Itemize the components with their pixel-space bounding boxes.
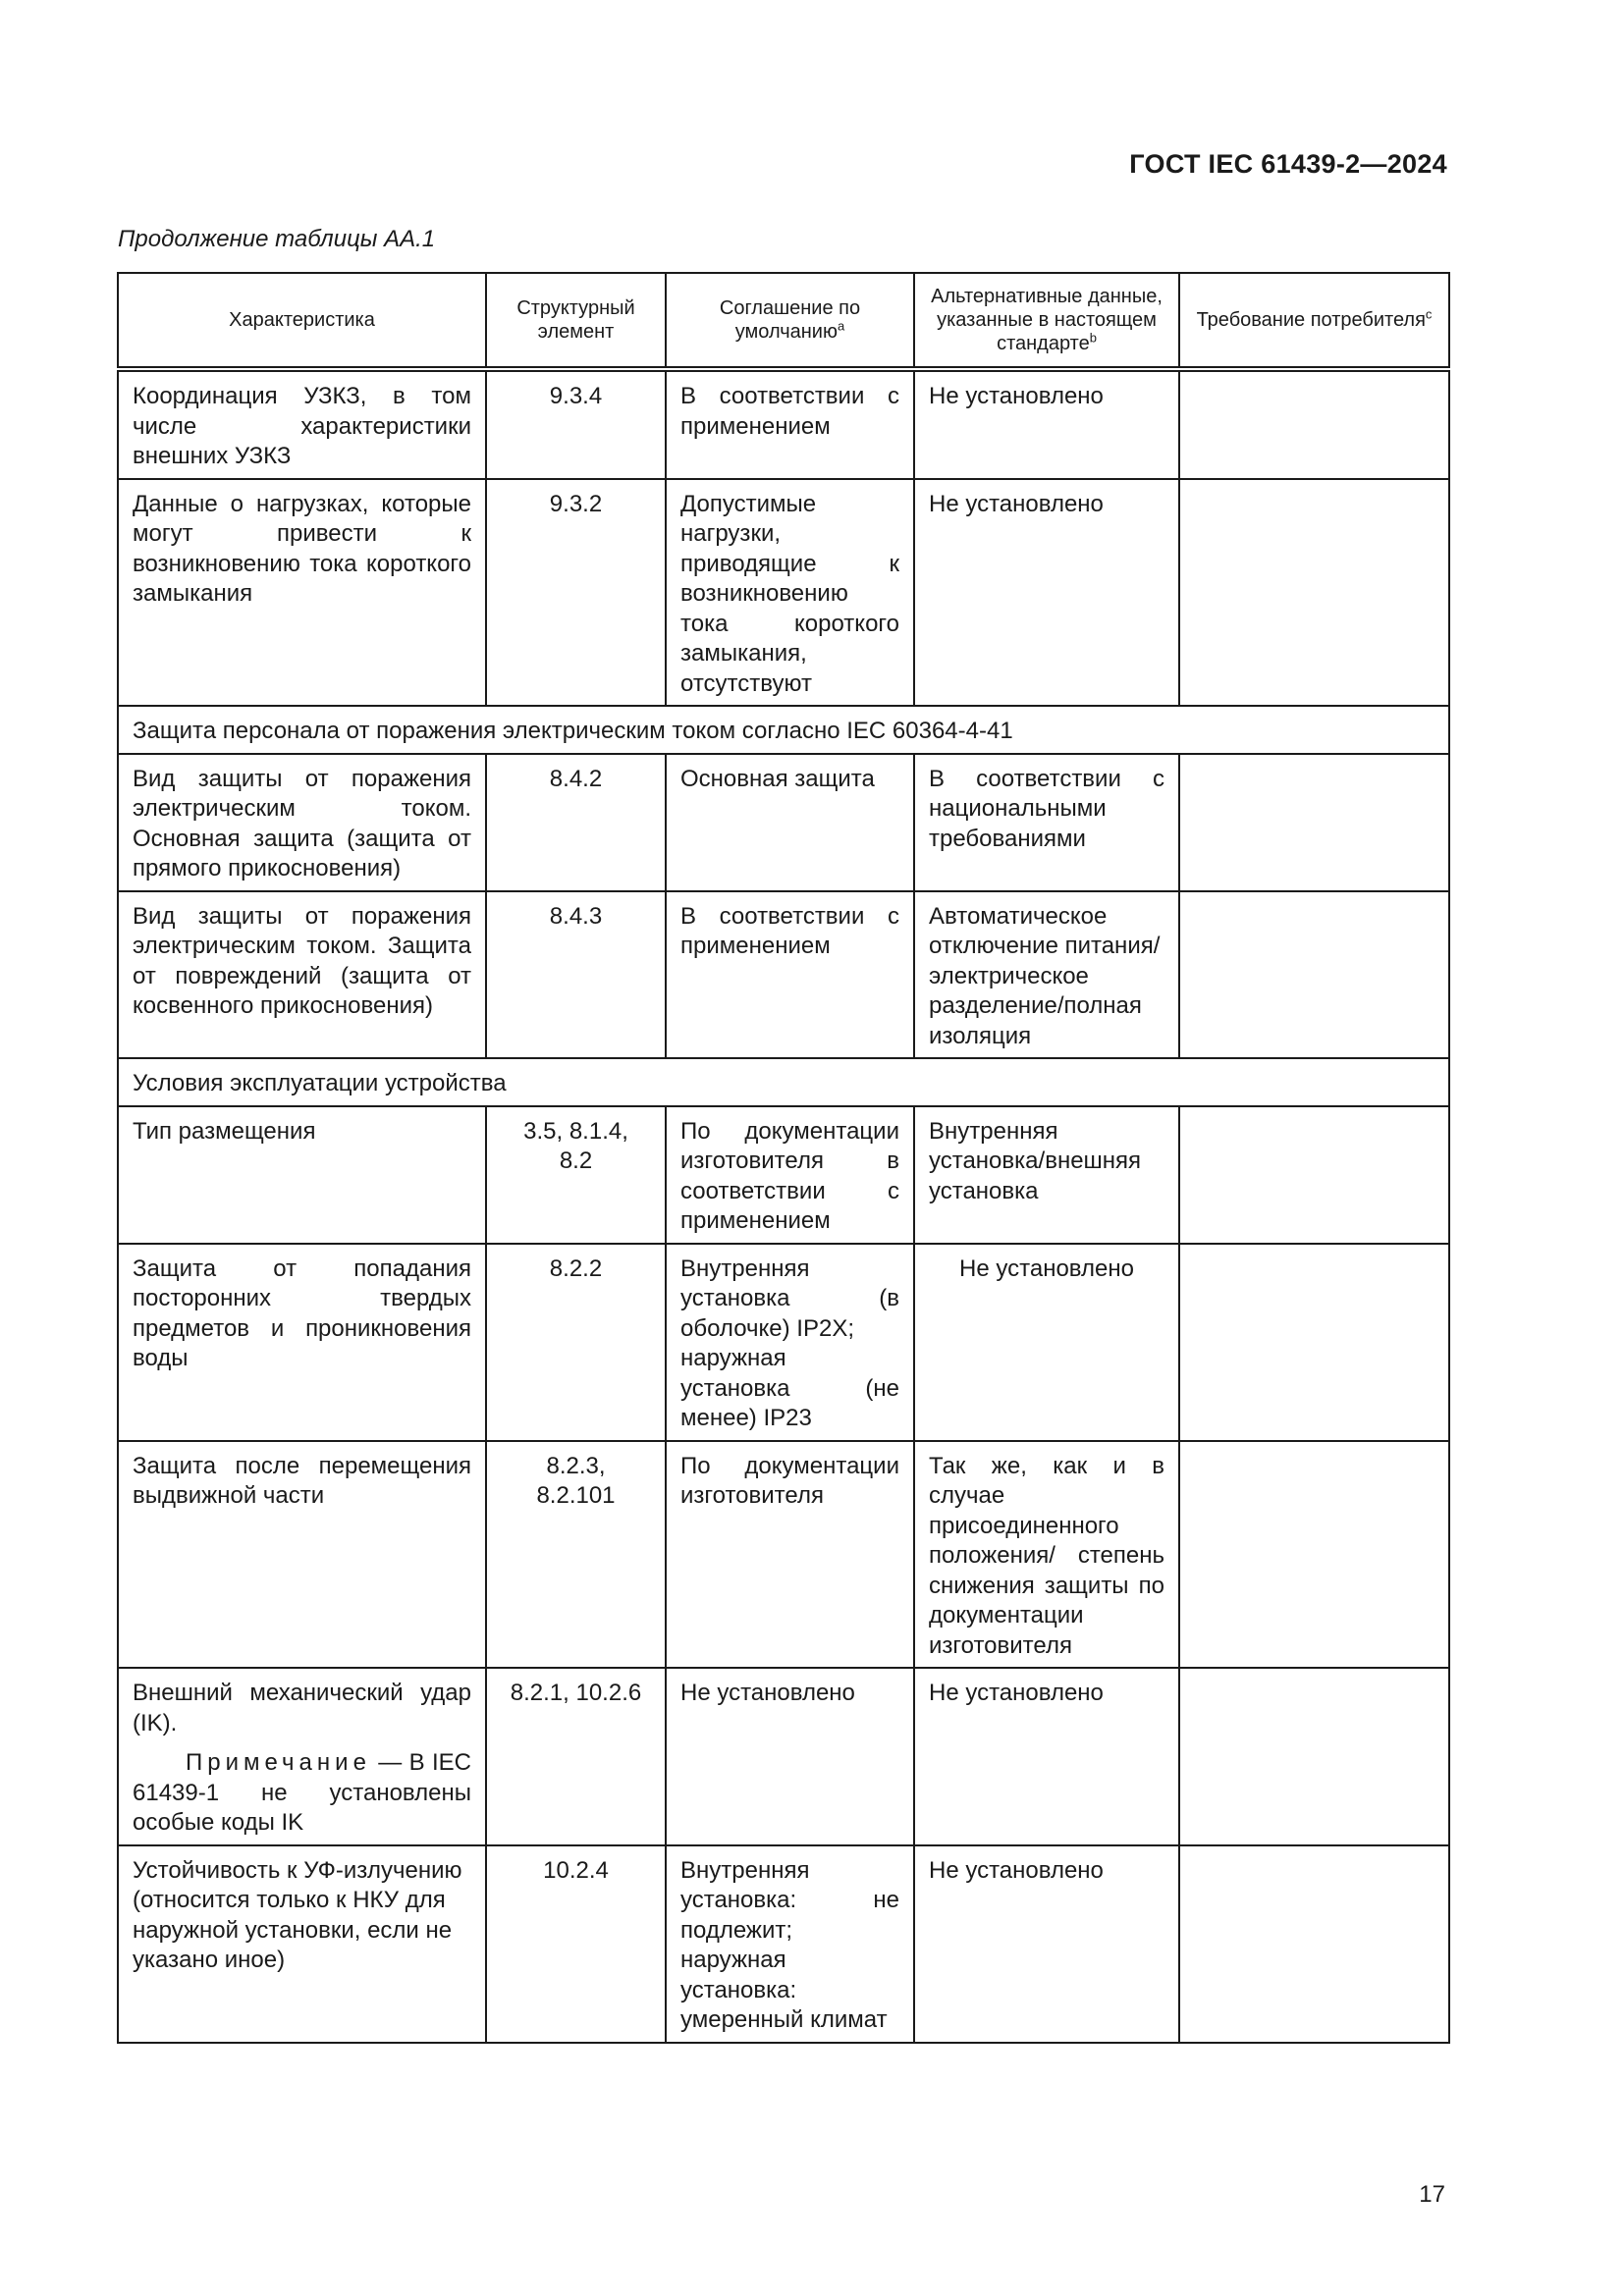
cell-default: По документации изготовителя <box>666 1441 914 1669</box>
section-row <box>118 1058 1449 1106</box>
table-row <box>118 891 1449 1059</box>
cell-characteristic: Защита после перемещения выдвижной части <box>118 1441 486 1669</box>
cell-default: По документации изготовителя в соответствии с применением <box>666 1106 914 1244</box>
note <box>133 1748 471 1839</box>
section-row <box>118 706 1449 754</box>
section-title: Условия эксплуатации устройства <box>118 1058 1449 1106</box>
cell-element: 9.3.4 <box>486 369 666 479</box>
cell-element: 8.2.3, 8.2.101 <box>486 1441 666 1669</box>
section-title: Защита персонала от поражения электрическим током согласно IEC 60364-4-41 <box>118 706 1449 754</box>
table-header-row <box>118 273 1449 369</box>
cell-characteristic: Защита от попадания посторонних твердых предметов и проникновения воды <box>118 1244 486 1441</box>
page-number: 17 <box>1419 2181 1445 2208</box>
table-row <box>118 369 1449 479</box>
cell-customer <box>1179 754 1449 891</box>
cell-default: Не установлено <box>666 1668 914 1845</box>
cell-alternative: Не установлено <box>914 479 1179 707</box>
cell-customer <box>1179 1668 1449 1845</box>
col-header-alternative: Альтернативные данные, указанные в настоящем стандарте$^b$ <box>914 273 1179 369</box>
cell-customer <box>1179 369 1449 479</box>
cell-characteristic: Вид защиты от поражения электрическим током. Основная защита (защита от прямого прикосновения) <box>118 754 486 891</box>
table-row <box>118 1106 1449 1244</box>
table-row <box>118 1668 1449 1845</box>
cell-characteristic: Тип размещения <box>118 1106 486 1244</box>
cell-default: В соответствии с применением <box>666 369 914 479</box>
cell-default: Основная защита <box>666 754 914 891</box>
cell-customer <box>1179 1244 1449 1441</box>
col-header-element: Структурный элемент <box>486 273 666 369</box>
cell-characteristic: Координация УЗКЗ, в том числе характеристики внешних УЗКЗ <box>118 369 486 479</box>
cell-alternative: Так же, как и в случае присоединенного положения/ степень снижения защиты по документации изготовителя <box>914 1441 1179 1669</box>
cell-characteristic <box>118 1668 486 1845</box>
cell-customer <box>1179 1441 1449 1669</box>
col-header-default: Соглашение по умолчанию$^a$ <box>666 273 914 369</box>
cell-customer <box>1179 1106 1449 1244</box>
table-caption: Продолжение таблицы АА.1 <box>118 226 436 252</box>
table-row <box>118 1441 1449 1669</box>
note-text: — В IEC 61439-1 не установлены особые коды IK <box>133 1749 471 1836</box>
col-header-characteristic: Характеристика <box>118 273 486 369</box>
cell-alternative: Автоматическое отключение питания/электрическое разделение/полная изоляция <box>914 891 1179 1059</box>
cell-customer <box>1179 479 1449 707</box>
table-row <box>118 754 1449 891</box>
cell-element: 10.2.4 <box>486 1845 666 2043</box>
requirements-table <box>117 272 1450 2044</box>
table-row <box>118 1244 1449 1441</box>
cell-element: 8.4.3 <box>486 891 666 1059</box>
table-row <box>118 1845 1449 2043</box>
cell-default: Внутренняя установка (в оболочке) IP2X; наружная установка (не менее) IP23 <box>666 1244 914 1441</box>
cell-alternative: Не установлено <box>914 1668 1179 1845</box>
cell-default: Допустимые нагрузки, приводящие к возникновению тока короткого замыкания, отсутствуют <box>666 479 914 707</box>
col-header-customer: Требование потребителя$^c$ <box>1179 273 1449 369</box>
cell-alternative: Не установлено <box>914 369 1179 479</box>
cell-element: 8.2.2 <box>486 1244 666 1441</box>
cell-customer <box>1179 1845 1449 2043</box>
cell-alternative: Не установлено <box>914 1244 1179 1441</box>
cell-characteristic: Вид защиты от поражения электрическим током. Защита от повреждений (защита от косвенного прикосновения) <box>118 891 486 1059</box>
cell-alternative: В соответствии с национальными требованиями <box>914 754 1179 891</box>
cell-element: 8.2.1, 10.2.6 <box>486 1668 666 1845</box>
note-label: Примечание <box>186 1749 371 1776</box>
cell-alternative: Внутренняя установка/внешняя установка <box>914 1106 1179 1244</box>
cell-element: 3.5, 8.1.4, 8.2 <box>486 1106 666 1244</box>
characteristic-text: Внешний механический удар (IK). <box>133 1680 471 1736</box>
cell-default: Внутренняя установка: не подлежит; наружная установка: умеренный климат <box>666 1845 914 2043</box>
cell-alternative: Не установлено <box>914 1845 1179 2043</box>
cell-customer <box>1179 891 1449 1059</box>
cell-characteristic: Данные о нагрузках, которые могут привести к возникновению тока короткого замыкания <box>118 479 486 707</box>
table-row <box>118 479 1449 707</box>
standard-code: ГОСТ IEC 61439-2—2024 <box>1129 149 1447 179</box>
cell-characteristic: Устойчивость к УФ-излучению (относится только к НКУ для наружной установки, если не указано иное) <box>118 1845 486 2043</box>
cell-element: 9.3.2 <box>486 479 666 707</box>
cell-default: В соответствии с применением <box>666 891 914 1059</box>
cell-element: 8.4.2 <box>486 754 666 891</box>
